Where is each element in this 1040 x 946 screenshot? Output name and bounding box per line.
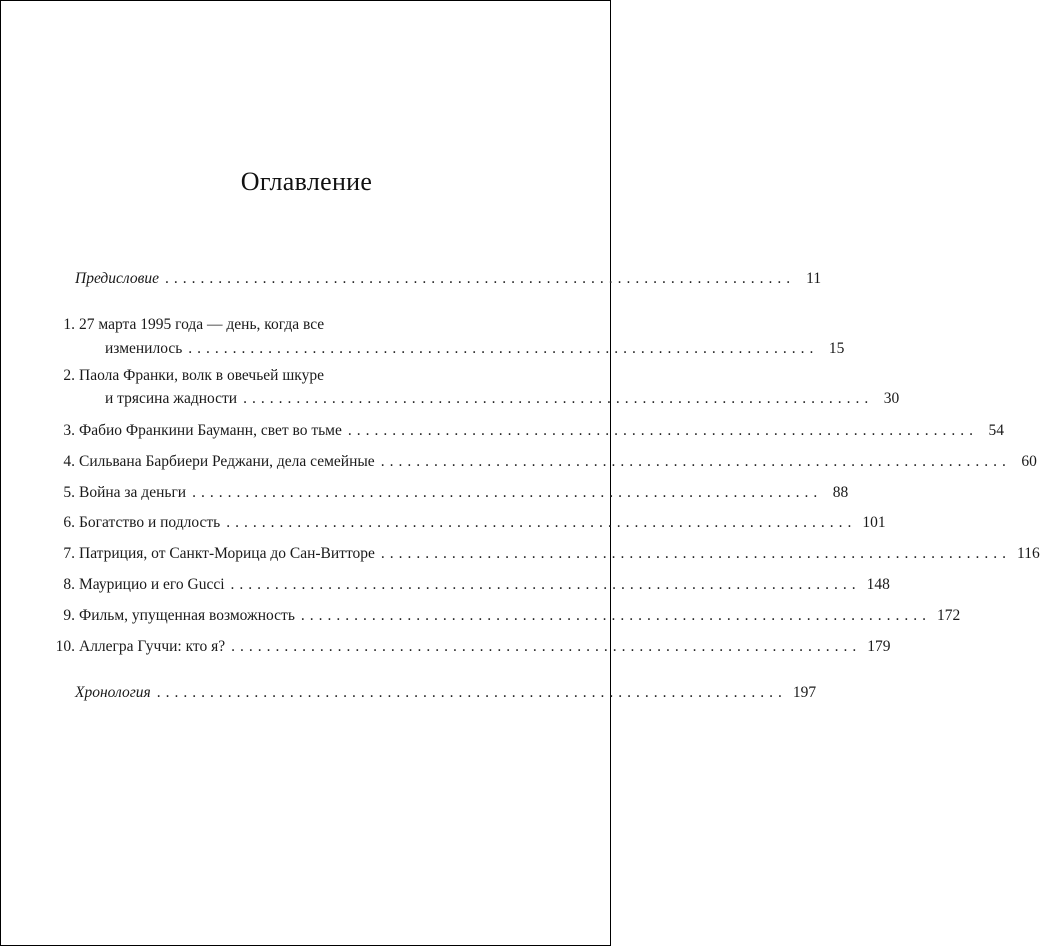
toc-entry-chapter-7[interactable] bbox=[49, 542, 1040, 566]
toc-page-number: 197 bbox=[792, 684, 817, 701]
leader-dots: ....................................................................... bbox=[164, 270, 796, 287]
chapter-number: 10. bbox=[55, 638, 75, 655]
toc-entry-label: Фильм, упущенная возможность bbox=[79, 607, 295, 624]
toc-entry-chapter-1-cont[interactable] bbox=[105, 337, 845, 361]
chapter-number: 8. bbox=[63, 576, 75, 593]
toc-entry-chapter-2[interactable] bbox=[49, 364, 490, 388]
toc-entry-label: и трясина жадности bbox=[105, 390, 238, 407]
leader-dots: ....................................................................... bbox=[243, 390, 874, 407]
toc-entry-label: Патриция, от Санкт-Морица до Сан-Витторе bbox=[79, 545, 375, 562]
toc-entry-preface[interactable] bbox=[75, 267, 822, 291]
chapter-number: 2. bbox=[63, 367, 75, 384]
chapter-number: 1. bbox=[63, 316, 75, 333]
toc-page-number: 148 bbox=[866, 576, 890, 593]
leader-dots: ....................................................................... bbox=[156, 684, 787, 701]
toc-entry-label: Сильвана Барбиери Реджани, дела семейные bbox=[79, 453, 375, 470]
toc-page-number: 179 bbox=[867, 638, 891, 655]
chapter-number: 5. bbox=[63, 484, 75, 501]
leader-dots: ....................................................................... bbox=[380, 453, 1011, 470]
toc-entry-chapter-2-cont[interactable] bbox=[105, 387, 900, 411]
toc-entry-label: изменилось bbox=[105, 340, 183, 357]
toc-page-number: 30 bbox=[883, 390, 900, 407]
leader-dots: ....................................................................... bbox=[226, 514, 857, 531]
toc-entry-label: Предисловие bbox=[75, 270, 159, 287]
chapter-number: 7. bbox=[63, 545, 75, 562]
toc-entry-chapter-9[interactable] bbox=[49, 604, 961, 628]
toc-entry-chapter-6[interactable] bbox=[49, 511, 886, 535]
leader-dots: ....................................................................... bbox=[230, 576, 861, 593]
chapter-number: 9. bbox=[63, 607, 75, 624]
leader-dots: ....................................................................... bbox=[192, 484, 823, 501]
toc-entry-chapter-1[interactable] bbox=[49, 313, 490, 337]
toc-page-number: 172 bbox=[937, 607, 961, 624]
toc-entry-chapter-3[interactable] bbox=[49, 419, 1004, 443]
toc-entry-chapter-4[interactable] bbox=[49, 450, 1037, 474]
toc-entry-chapter-5[interactable] bbox=[49, 481, 849, 505]
toc-page-number: 54 bbox=[988, 422, 1004, 439]
chapter-number: 6. bbox=[63, 514, 75, 531]
toc-entry-chronology[interactable] bbox=[75, 681, 817, 705]
toc-entry-label: Богатство и подлость bbox=[79, 514, 221, 531]
toc-page-number: 15 bbox=[828, 340, 845, 357]
leader-dots: ....................................................................... bbox=[347, 422, 978, 439]
toc-entry-label: Паола Франки, волк в овечьей шкуре bbox=[79, 367, 324, 384]
toc-entry-label: 27 марта 1995 года — день, когда все bbox=[79, 316, 325, 333]
toc-entry-chapter-8[interactable] bbox=[49, 573, 890, 597]
toc-entry-label: Хронология bbox=[75, 684, 151, 701]
toc-entry-label: Фабио Франкини Бауманн, свет во тьме bbox=[79, 422, 342, 439]
leader-dots: ....................................................................... bbox=[231, 638, 862, 655]
chapter-number: 3. bbox=[63, 422, 75, 439]
toc-page-number: 60 bbox=[1021, 453, 1037, 470]
toc-page-number: 88 bbox=[832, 484, 849, 501]
leader-dots: ....................................................................... bbox=[188, 340, 819, 357]
toc-page-number: 11 bbox=[806, 270, 822, 287]
leader-dots: ....................................................................... bbox=[380, 545, 1012, 562]
page-title: Оглавление bbox=[240, 167, 373, 196]
leader-dots: ....................................................................... bbox=[300, 607, 932, 624]
toc-entry-label: Война за деньги bbox=[79, 484, 187, 501]
toc-entry-label: Аллегра Гуччи: кто я? bbox=[79, 638, 226, 655]
toc-page-number: 101 bbox=[862, 514, 886, 531]
toc-entry-label: Маурицио и его Gucci bbox=[79, 576, 225, 593]
toc-page-number: 116 bbox=[1017, 545, 1040, 562]
chapter-number: 4. bbox=[63, 453, 75, 470]
toc-entry-chapter-10[interactable] bbox=[49, 635, 891, 659]
